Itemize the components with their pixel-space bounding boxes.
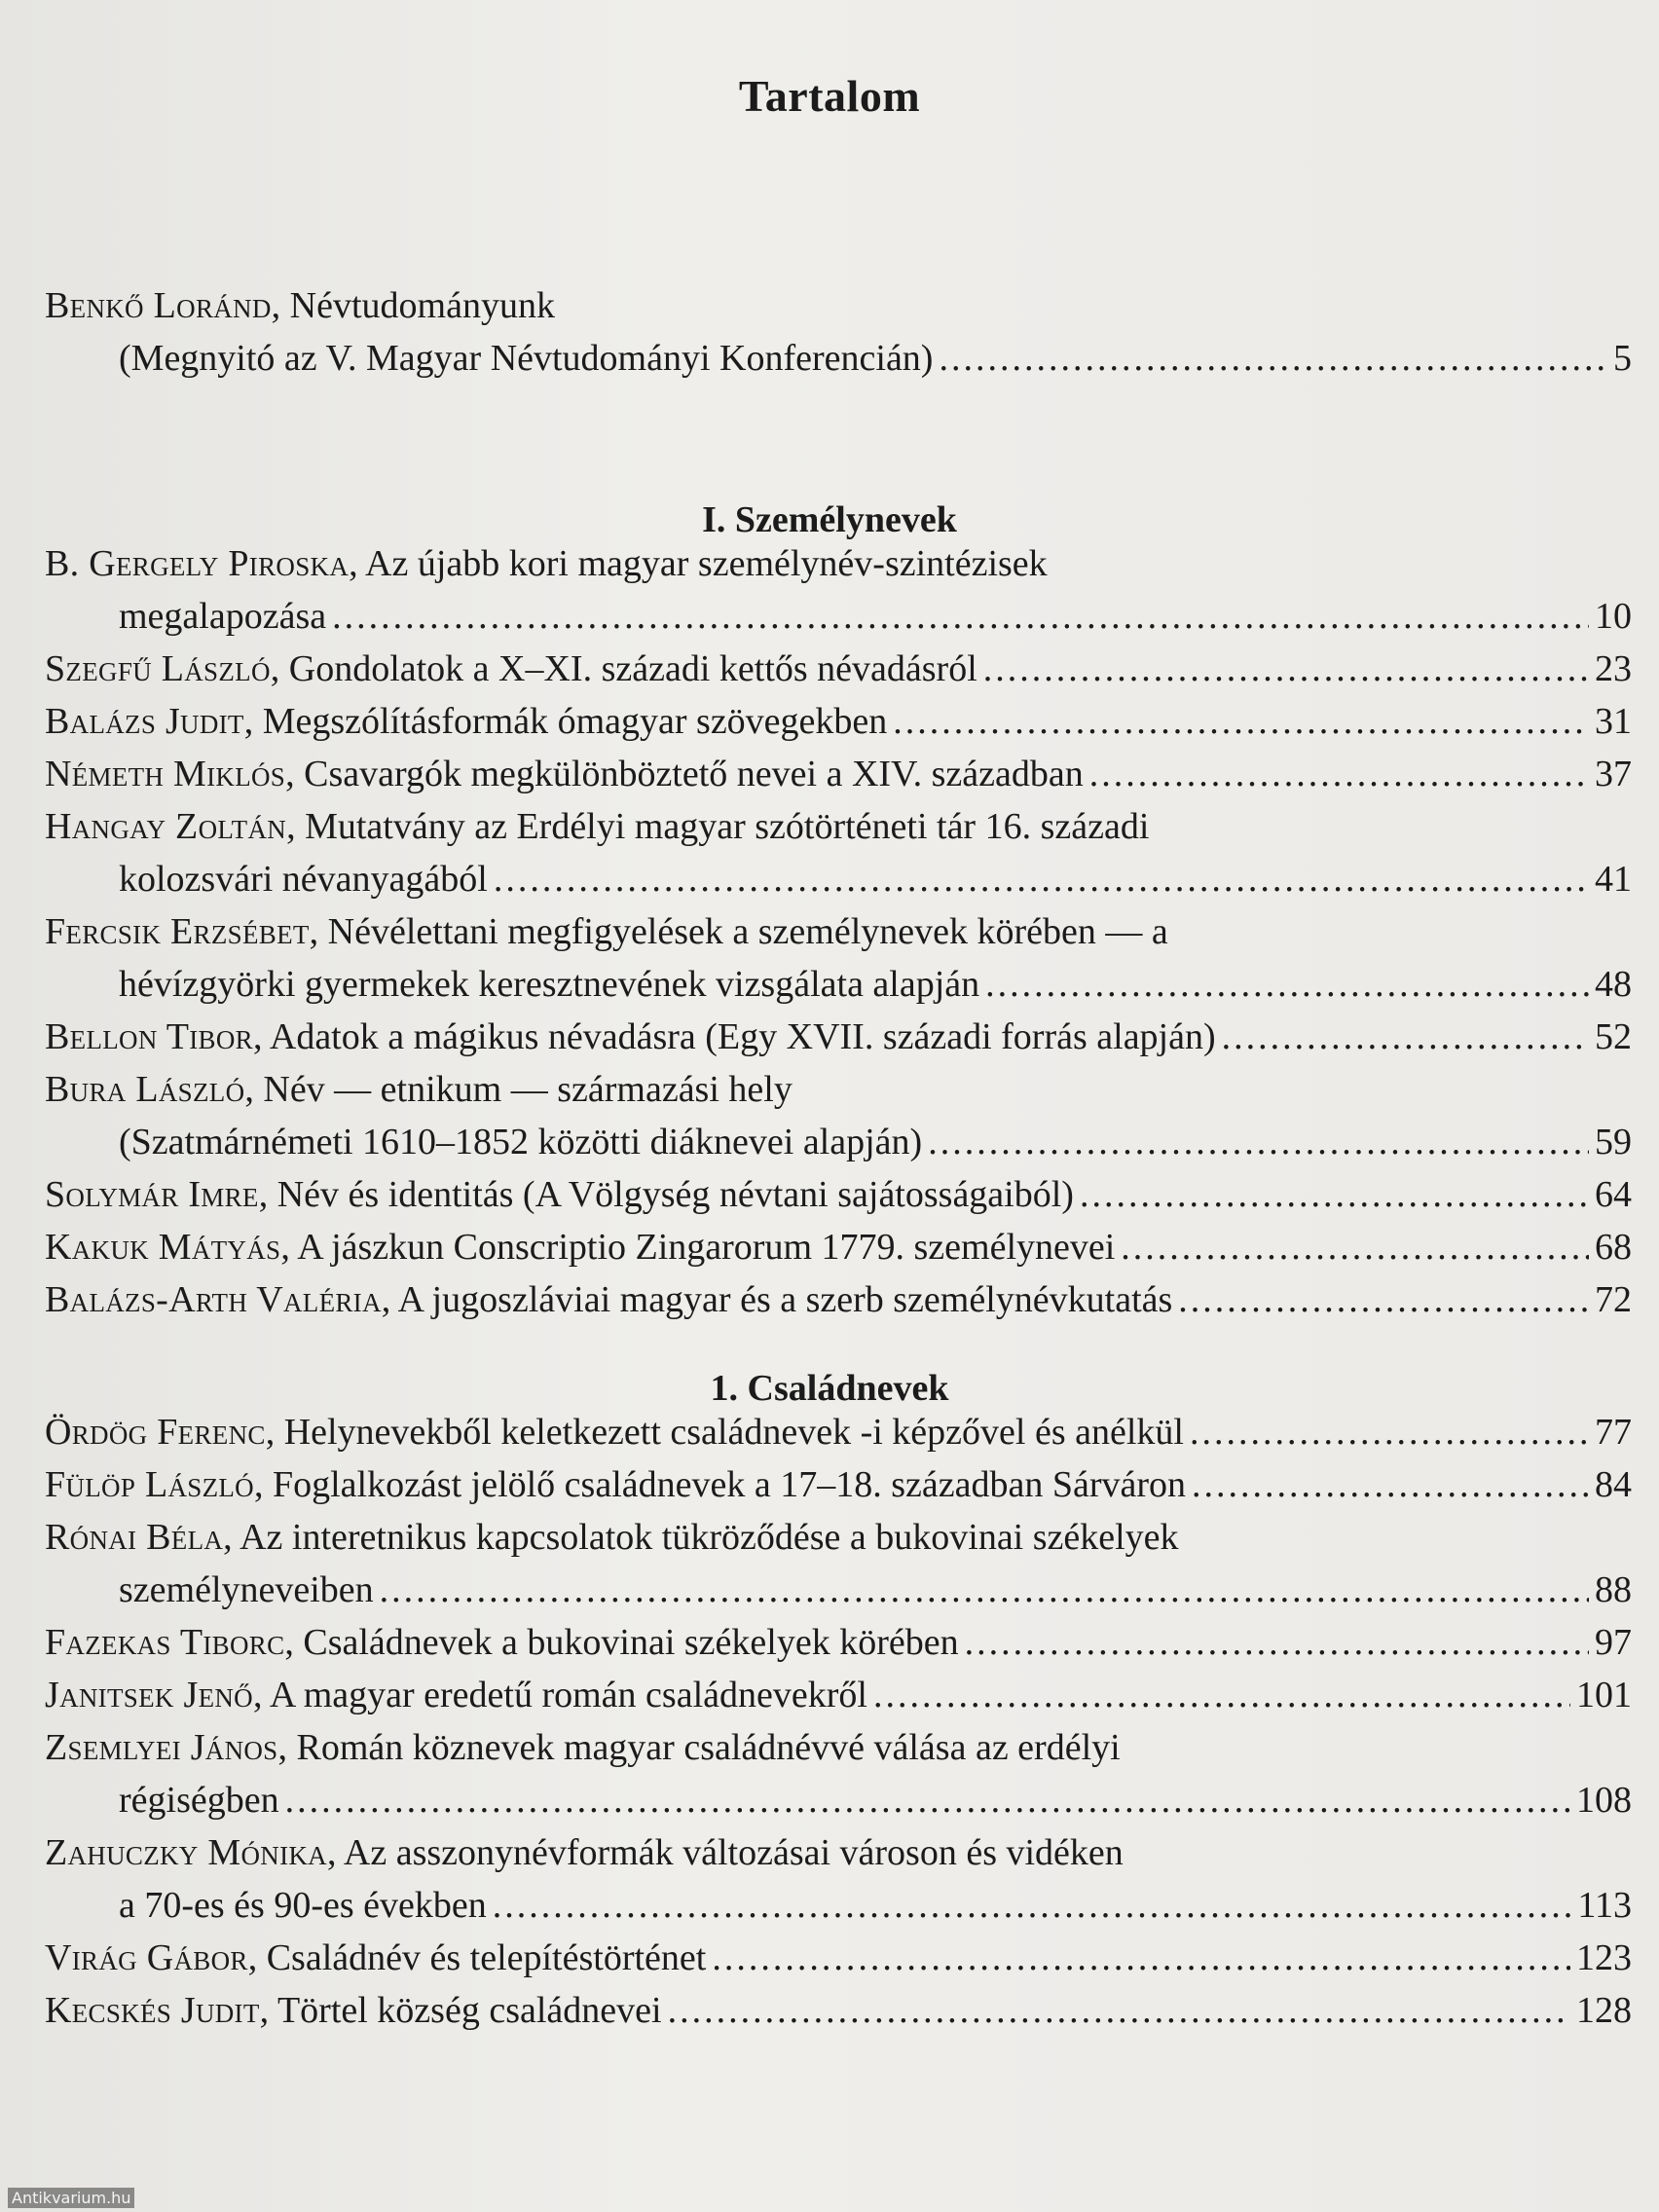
toc-page-number: 97 [1595,1622,1632,1663]
toc-entry-last-line [45,958,1632,1011]
toc-title-continuation: személyneveiben [119,1569,374,1610]
dot-leader [332,590,1589,643]
toc-author: Benkő Loránd [45,285,272,326]
dot-leader [494,853,1589,905]
dot-leader [380,1564,1589,1616]
toc-entry [45,1168,1632,1221]
toc-author: Fülöp László [45,1464,254,1505]
toc-entry [45,643,1632,695]
toc-entry-last-line [45,1168,1632,1221]
toc-author: Solymár Imre [45,1174,259,1215]
dot-leader [965,1616,1589,1669]
toc-entry [45,1511,1632,1616]
dot-leader [1089,748,1589,800]
toc-entry [45,1273,1632,1326]
toc-author: Balázs Judit [45,701,244,742]
toc-entry-first-line [45,279,1632,332]
toc-entry-last-line [45,1879,1632,1932]
toc-page-number: 72 [1595,1279,1632,1320]
toc-entry-text [45,748,1084,800]
dot-leader [985,958,1589,1011]
toc-entry [45,800,1632,905]
toc-entry-last-line [45,1669,1632,1721]
section-heading: I. Személynevek [702,499,957,540]
watermark: Antikvarium.hu [8,2188,134,2208]
toc-page-number: 10 [1595,596,1632,637]
toc-author: Kakuk Mátyás [45,1227,281,1268]
toc-page-number: 123 [1576,1937,1632,1978]
toc-entry [45,1984,1632,2037]
toc-title-part: , Családnevek a bukovinai székelyek körében [284,1622,959,1663]
toc-author: Janitsek Jenő [45,1675,253,1715]
toc-page-number: 68 [1595,1227,1632,1268]
toc-entry-text [45,1984,662,2037]
toc-title-continuation: hévízgyörki gyermekek keresztnevének vizsgálata alapján [119,964,980,1005]
toc-author: Zahuczky Mónika [45,1832,327,1873]
toc-entry-last-line [45,332,1632,385]
toc-title-continuation: kolozsvári névanyagából [119,859,488,900]
toc-entry-last-line [45,853,1632,905]
toc-entry-first-line [45,1826,1632,1879]
toc-entry-last-line [45,1774,1632,1826]
toc-author: Fercsik Erzsébet [45,911,310,952]
dot-leader [1080,1168,1589,1221]
toc-title-part: , Adatok a mágikus névadásra (Egy XVII. századi forrás alapján) [252,1016,1216,1057]
toc-title-part: , Név — etnikum — származási hely [244,1069,793,1110]
toc-entry-first-line [45,1511,1632,1564]
toc-entry-last-line [45,1932,1632,1984]
toc-entry [45,1063,1632,1168]
toc-title-continuation: megalapozása [119,596,327,637]
toc-title-part: , Gondolatok a X–XI. századi kettős névadásról [270,648,977,689]
toc-title-part: , Törtel község családnevei [259,1990,662,2031]
toc-title-part: , A jászkun Conscriptio Zingarorum 1779. személynevei [280,1227,1116,1268]
toc-entry-text [45,1011,1216,1063]
toc-page-number: 128 [1576,1990,1632,2031]
dot-leader [1222,1011,1589,1063]
toc-title-continuation: régiségben [119,1780,279,1821]
toc-entry-last-line [45,1564,1632,1616]
toc-entry-text [45,1221,1115,1273]
toc-entry [45,1011,1632,1063]
toc-title-part: , Az újabb kori magyar személynév-szintézisek [349,543,1048,584]
toc-entry [45,1458,1632,1511]
toc-title-part: , Foglalkozást jelölő családnevek a 17–18. században Sárváron [253,1464,1187,1505]
dot-leader [939,332,1607,385]
toc-title-part: , Az asszonynévformák változásai városon és vidéken [326,1832,1124,1873]
toc-entry-first-line [45,537,1632,590]
toc-entry-text [45,1932,706,1984]
toc-page-number: 101 [1576,1675,1632,1715]
toc-entry [45,1721,1632,1826]
toc-title-part: , Névélettani megfigyelések a személynevek körében — a [309,911,1168,952]
toc-author: Németh Miklós [45,754,286,794]
toc-title-continuation: (Megnyitó az V. Magyar Névtudományi Konferencián) [119,338,934,379]
toc-title-part: , Csavargók megkülönböztető nevei a XIV. században [285,754,1084,794]
toc-author: Balázs-Arth Valéria [45,1279,382,1320]
toc-title-part: , Az interetnikus kapcsolatok tükröződése a bukovinai székelyek [223,1517,1179,1558]
toc-entry-first-line [45,905,1632,958]
toc-entry [45,1932,1632,1984]
toc-author: Zsemlyei János [45,1727,278,1768]
toc-title-part: , Névtudományunk [271,285,555,326]
toc-title-continuation: a 70-es és 90-es években [119,1885,487,1926]
toc-entry-last-line [45,1458,1632,1511]
toc-author: Szegfű László [45,648,271,689]
toc-page-number: 48 [1595,964,1632,1005]
dot-leader [1178,1273,1589,1326]
dot-leader [1190,1406,1589,1458]
toc-entry [45,748,1632,800]
toc-author: Fazekas Tiborc [45,1622,285,1663]
toc-entry-intro [45,279,1632,385]
toc-entry-last-line [45,1406,1632,1458]
toc-entry [45,905,1632,1011]
toc-page-number: 88 [1595,1569,1632,1610]
toc-page-number: 64 [1595,1174,1632,1215]
toc-page-number: 31 [1595,701,1632,742]
toc-title-continuation: (Szatmárnémeti 1610–1852 közötti diáknevei alapján) [119,1122,923,1162]
toc-page-number: 84 [1595,1464,1632,1505]
toc-page-number: 52 [1595,1016,1632,1057]
toc-entry [45,1826,1632,1932]
toc-entry-last-line [45,1221,1632,1273]
toc-author: Virág Gábor [45,1937,248,1978]
dot-leader [285,1774,1570,1826]
toc-author: Kecskés Judit [45,1990,260,2031]
dot-leader [983,643,1589,695]
toc-title-part: , Név és identitás (A Völgység névtani sajátosságaiból) [258,1174,1074,1215]
dot-leader [493,1879,1572,1932]
toc-page-number: 41 [1595,859,1632,900]
toc-entry [45,1616,1632,1669]
toc-author: Bura László [45,1069,245,1110]
toc-author: Hangay Zoltán [45,806,287,847]
toc-page-number: 113 [1577,1885,1632,1926]
toc-page-number: 77 [1595,1412,1632,1453]
toc-title-part: , Román köznevek magyar családnévvé válása az erdélyi [277,1727,1121,1768]
toc-entry-text [45,1273,1172,1326]
toc-title-part: , Helynevekből keletkezett családnevek -i képzővel és anélkül [265,1412,1184,1453]
toc-title-part: , A magyar eredetű román családnevekről [252,1675,867,1715]
toc-page-number: 59 [1595,1122,1632,1162]
toc-title-part: , Családnév és telepítéstörténet [247,1937,707,1978]
toc-entry-last-line [45,1616,1632,1669]
dot-leader [873,1669,1570,1721]
toc-entry-text [45,1669,867,1721]
dot-leader [928,1116,1589,1168]
dot-leader [1192,1458,1589,1511]
toc-entry-last-line [45,695,1632,748]
toc-entry [45,1669,1632,1721]
toc-entry-first-line [45,1721,1632,1774]
toc-title-part: , A jugoszláviai magyar és a szerb személynévkutatás [381,1279,1173,1320]
toc-entry-text [45,695,887,748]
toc-entry-last-line [45,1011,1632,1063]
section-heading: 1. Családnevek [710,1368,949,1409]
toc-entry-last-line [45,643,1632,695]
dot-leader [668,1984,1570,2037]
toc-entry-last-line [45,748,1632,800]
toc-entry-text [45,643,977,695]
toc-entry-first-line [45,800,1632,853]
dot-leader [893,695,1589,748]
dot-leader [712,1932,1570,1984]
toc-entry-text [45,1406,1184,1458]
toc-entry [45,695,1632,748]
toc-author: Ördög Ferenc [45,1412,266,1453]
toc-author: Bellon Tibor [45,1016,253,1057]
toc-entry-last-line [45,1273,1632,1326]
toc-entry-text [45,1168,1074,1221]
page-title: Tartalom [738,71,921,121]
toc-title-part: , Mutatvány az Erdélyi magyar szótörténeti tár 16. századi [286,806,1150,847]
toc-entry-last-line [45,1116,1632,1168]
toc-entry [45,537,1632,643]
toc-entry-first-line [45,1063,1632,1116]
toc-entry-last-line [45,590,1632,643]
toc-author: B. Gergely Piroska [45,543,350,584]
toc-entry-text [45,1458,1186,1511]
toc-entry [45,1406,1632,1458]
toc-page-number: 5 [1613,338,1632,379]
toc-page-number: 108 [1576,1780,1632,1821]
toc-page-number: 23 [1595,648,1632,689]
dot-leader [1121,1221,1589,1273]
toc-page-number: 37 [1595,754,1632,794]
toc-title-part: , Megszólításformák ómagyar szövegekben [243,701,888,742]
toc-entry-text [45,1616,959,1669]
toc-entry [45,1221,1632,1273]
toc-author: Rónai Béla [45,1517,224,1558]
toc-entry-last-line [45,1984,1632,2037]
